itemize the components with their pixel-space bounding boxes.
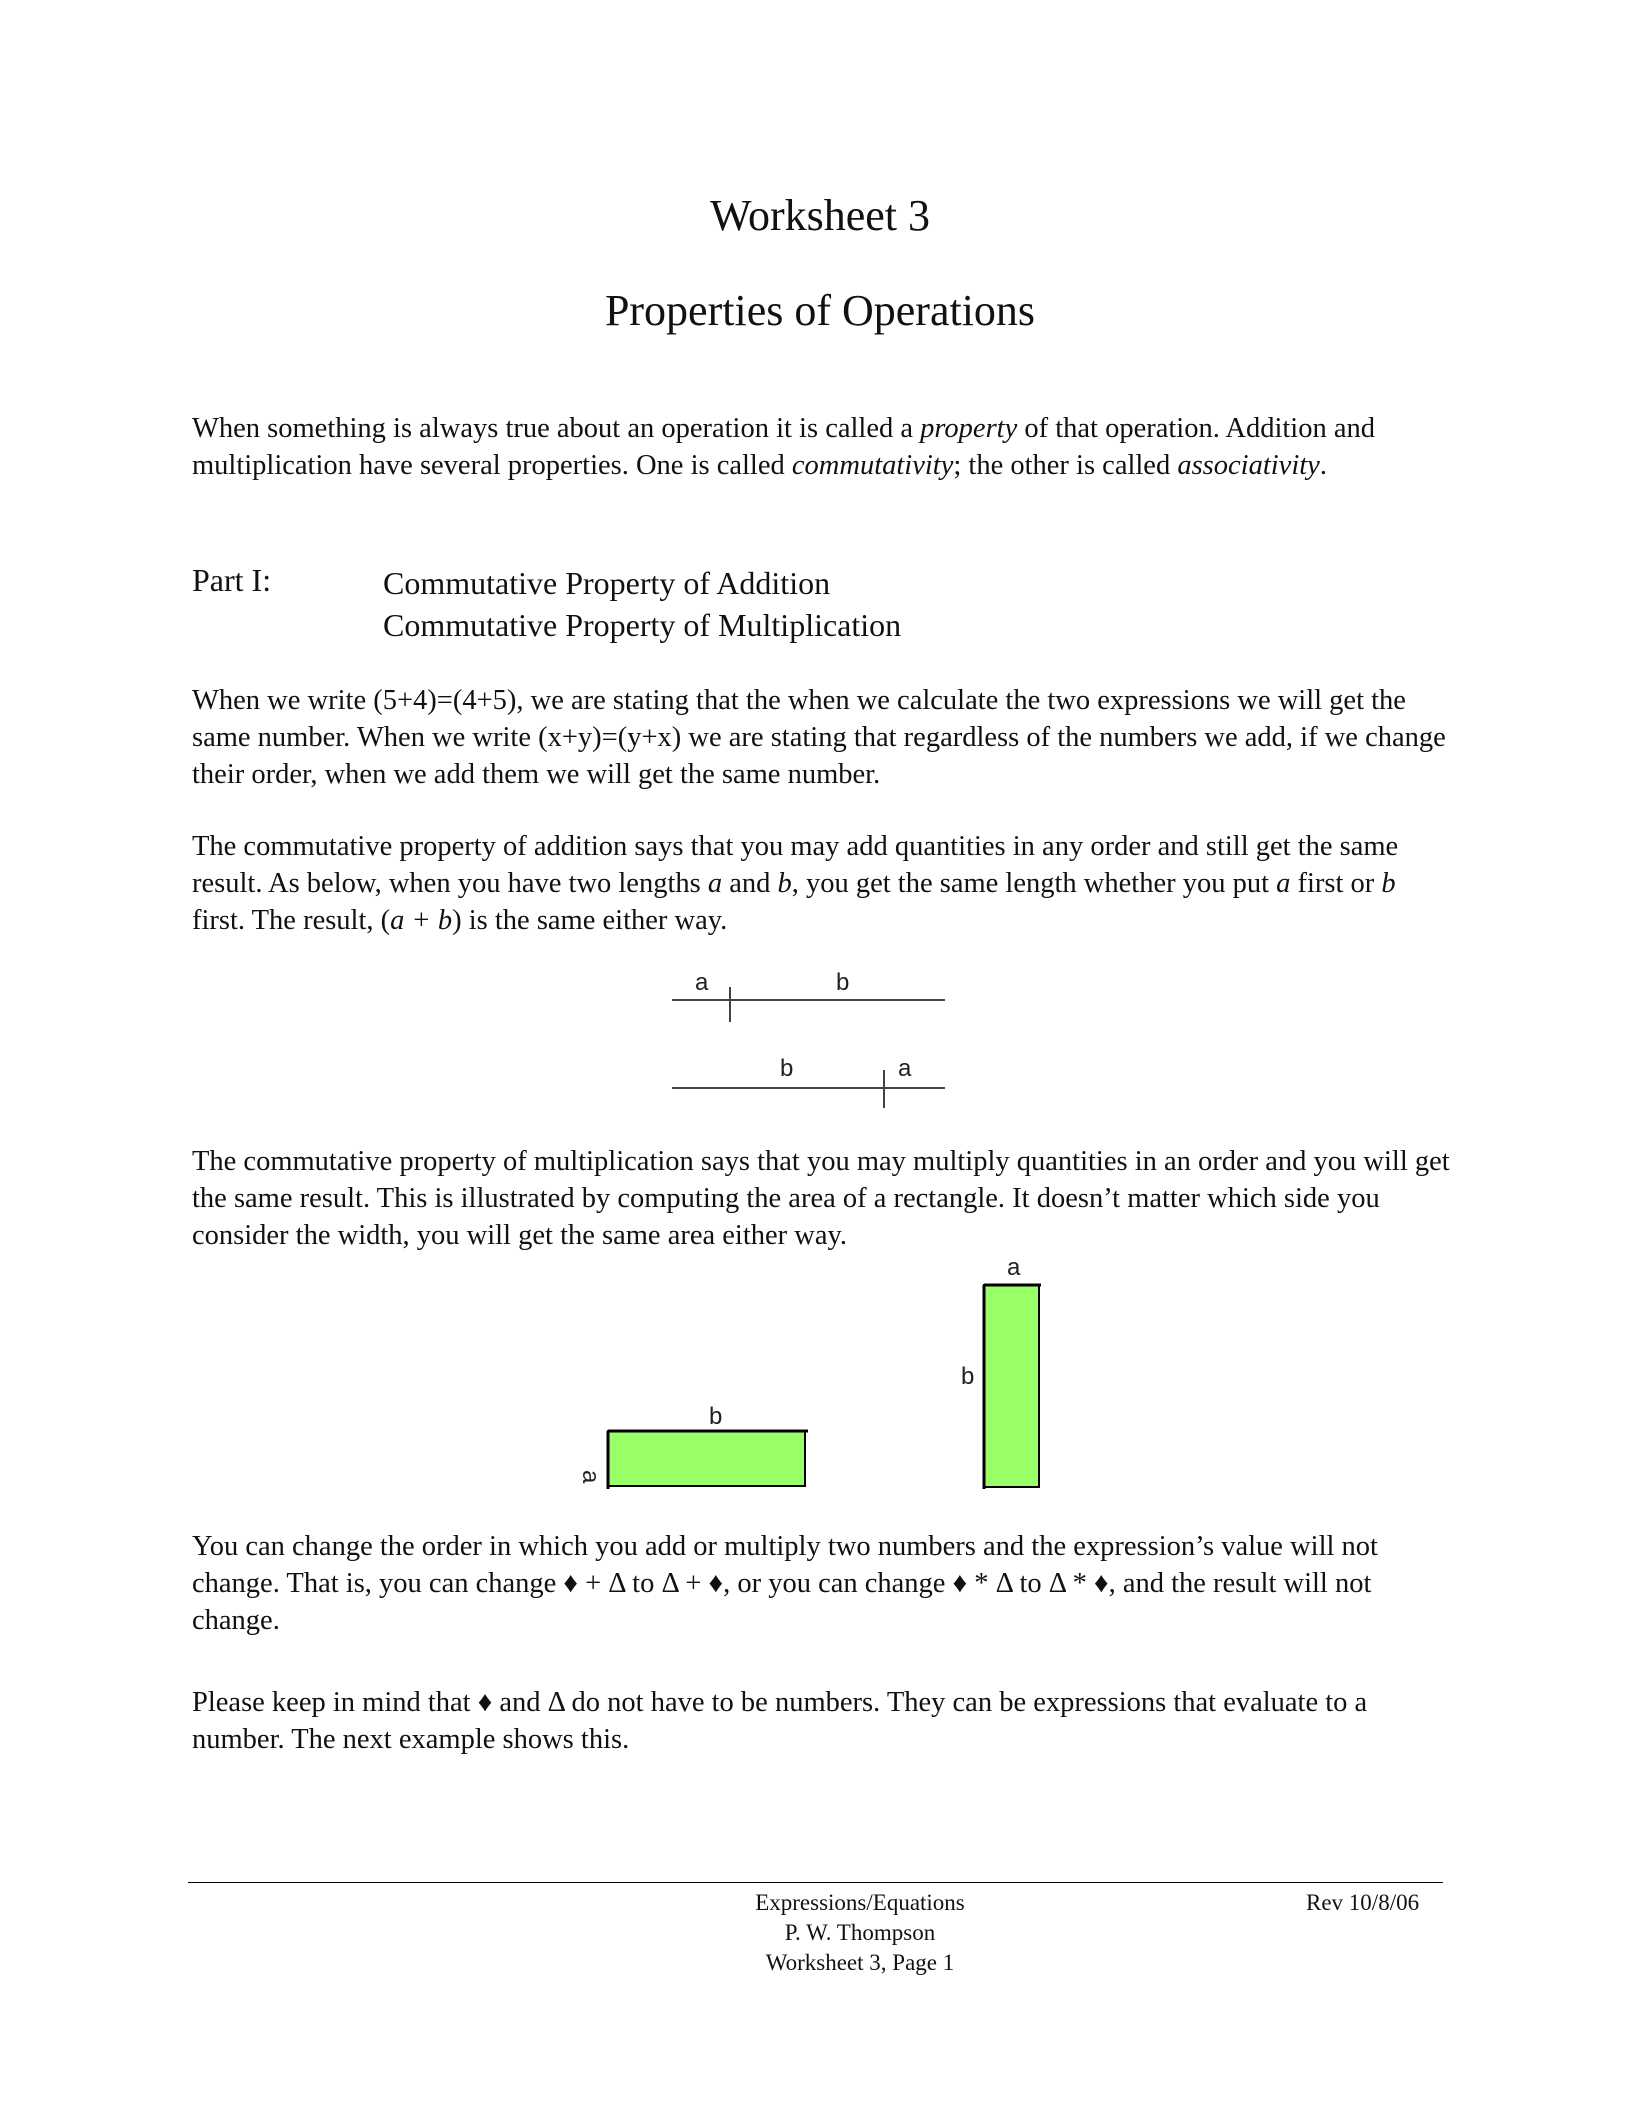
rect-wide-label-b: b (709, 1403, 723, 1430)
addition-expression: a + b (390, 905, 453, 936)
paragraph-multiplication-text: The commutative property of multiplication says that you may multiply quantities in an order and you will get the same result. This is illustrated by computing the area of a rectangle. It doesn’t matter which side you consider the width, you will get the same area either way. (192, 1146, 1450, 1251)
rect-tall-label-b: b (961, 1363, 975, 1390)
footer-center (690, 1888, 1030, 1978)
rect-wide-label-a: a (577, 1470, 604, 1484)
paragraph-keep-in-mind (192, 1684, 1452, 1758)
rectangle-tall (984, 1285, 1039, 1487)
addition-var-b-2: b (1381, 868, 1396, 899)
rect-tall-label-a: a (1007, 1254, 1021, 1281)
addition-text-1: The commutative property of addition says that you may add quantities in any order and still get the same result. As below, when you have two lengths (192, 831, 1399, 899)
length-label-bottom-a: a (898, 1055, 912, 1082)
intro-text-4: . (1319, 450, 1327, 481)
paragraph-write-text: When we write (5+4)=(4+5), we are stating that the when we calculate the two expressions we will get the same number. When we write (x+y)=(y+x) we are stating that regardless of the numbers we add, if we change their order, when we add them we will get the same number. (192, 685, 1446, 790)
intro-text-1: When something is always true about an operation it is called a (192, 413, 921, 444)
intro-term-property: property (920, 413, 1018, 444)
addition-text-3: , you get the same length whether you put (791, 868, 1277, 899)
paragraph-change-order (192, 1528, 1452, 1639)
rectangle-wide (608, 1431, 805, 1486)
footer-page: Worksheet 3, Page 1 (765, 1950, 955, 1975)
addition-text-4: first or (1290, 868, 1382, 899)
intro-text-3: ; the other is called (953, 450, 1178, 481)
worksheet-subtitle: Properties of Operations (604, 286, 1036, 335)
footer-revision: Rev 10/8/06 (1306, 1890, 1420, 1915)
part-heading-addition: Commutative Property of Addition (383, 565, 831, 601)
intro-term-commutativity: commutativity (791, 450, 954, 481)
part-heading-multiplication: Commutative Property of Multiplication (383, 607, 902, 643)
addition-text-6: ) is the same either way. (452, 905, 728, 936)
addition-text-2: and (722, 868, 778, 899)
length-label-top-b: b (836, 969, 850, 996)
paragraph-keep-in-mind-text: Please keep in mind that ♦ and Δ do not have to be numbers. They can be expressions that evaluate to a number. The next example shows this. (192, 1687, 1368, 1755)
addition-var-a-2: a (1276, 868, 1291, 899)
length-label-top-a: a (695, 969, 709, 996)
paragraph-change-order-text: You can change the order in which you add or multiply two numbers and the expression’s value will not change. That is, you can change ♦ + Δ to Δ + ♦, or you can change ♦ * Δ to Δ * ♦, and the result will not change. (192, 1531, 1378, 1636)
length-label-bottom-b: b (780, 1055, 794, 1082)
footer-author: P. W. Thompson (784, 1920, 936, 1945)
part-label: Part I: (192, 562, 272, 598)
worksheet-title: Worksheet 3 (709, 191, 931, 240)
intro-text-2: of that operation. Addition and multiplication have several properties. One is called (192, 413, 1376, 481)
footer-course: Expressions/Equations (755, 1890, 965, 1915)
footer-divider (188, 1882, 1443, 1883)
addition-var-b: b (777, 868, 792, 899)
addition-var-a: a (707, 868, 723, 899)
addition-text-5: first. The result, ( (192, 905, 391, 936)
intro-term-associativity: associativity (1177, 450, 1320, 481)
